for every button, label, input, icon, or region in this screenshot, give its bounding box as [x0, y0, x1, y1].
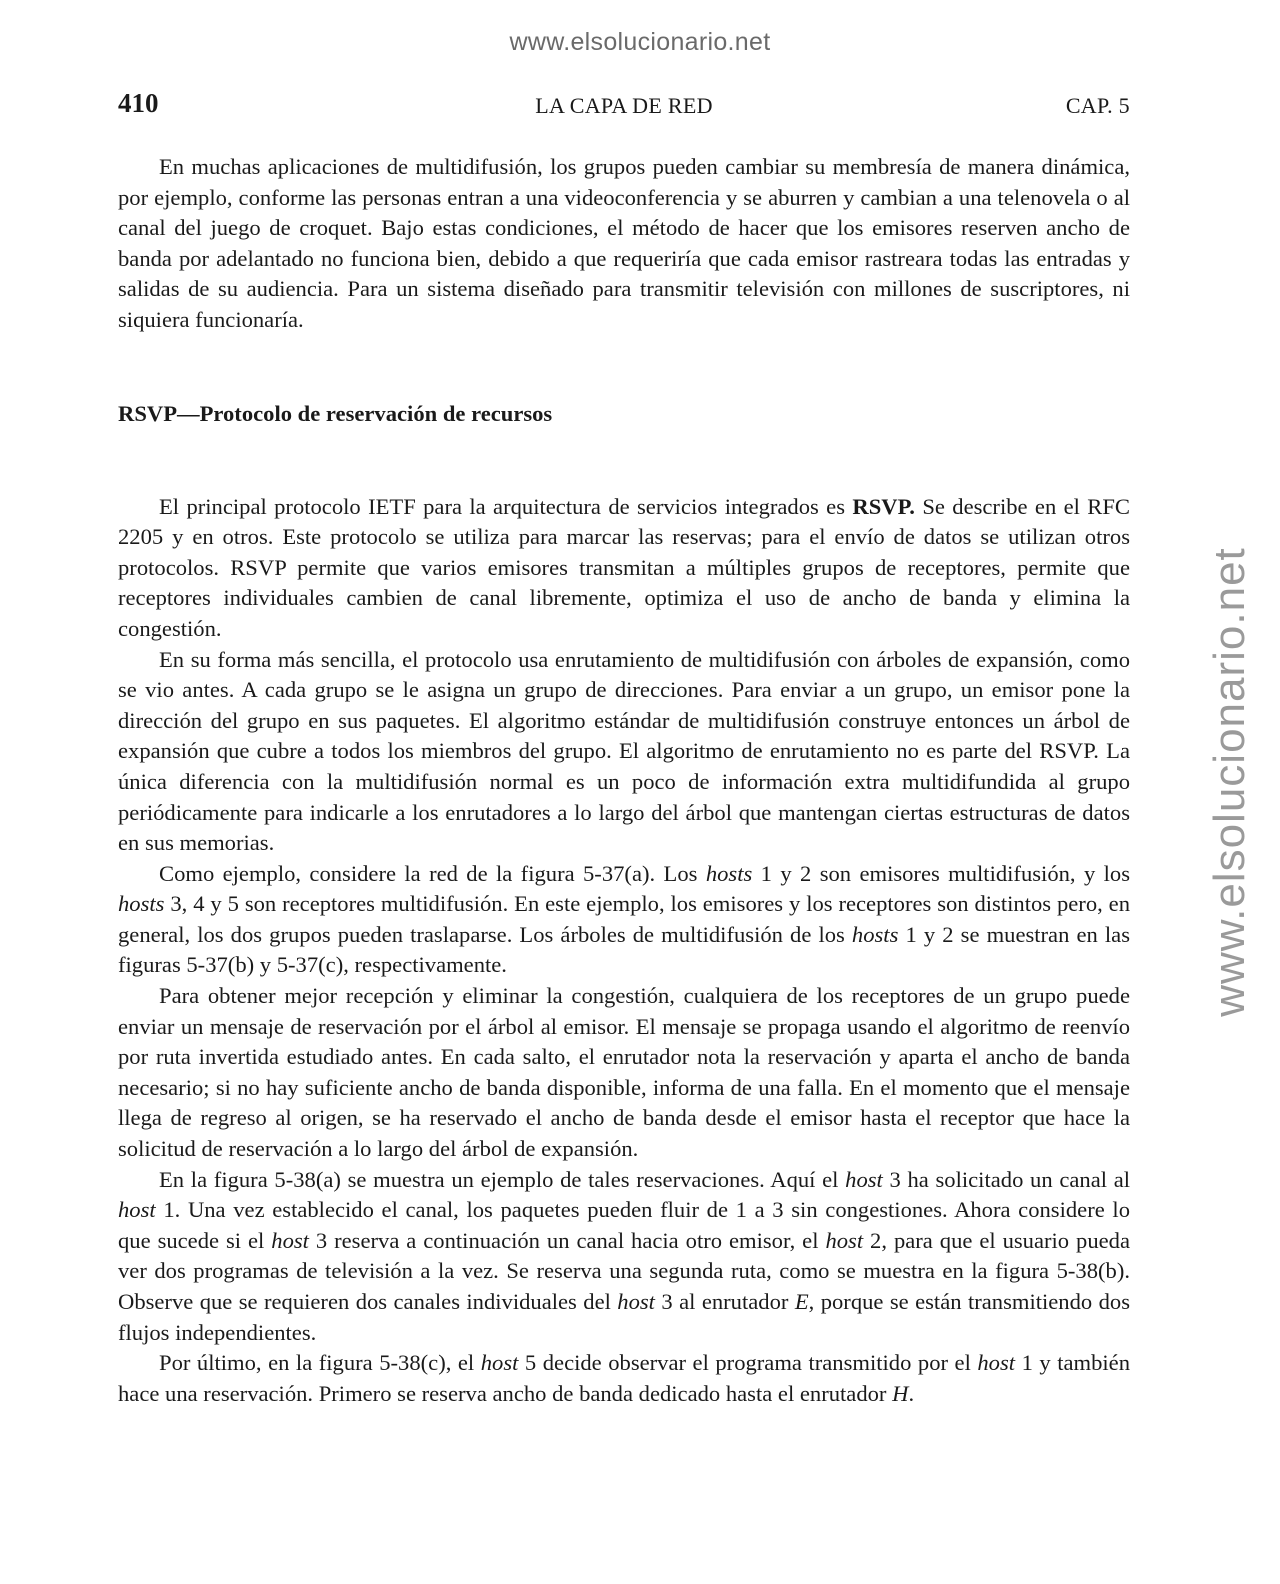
- italic-term: host: [118, 1197, 156, 1223]
- running-title: LA CAPA DE RED: [535, 93, 713, 118]
- paragraph: [118, 1348, 1130, 1409]
- text-run: 1 y 2 son emisores multidifusión, y los: [752, 860, 1130, 886]
- paragraph: [118, 645, 1130, 859]
- text-run: 1 y también hace una reservación. Primero se reserva ancho de banda dedicado hasta el enrutador: [118, 1350, 1130, 1406]
- text-run: 3 ha solicitado un canal al: [882, 1166, 1130, 1192]
- italic-term: hosts: [705, 860, 753, 886]
- bold-term: RSVP.: [852, 493, 915, 519]
- italic-term: host: [480, 1350, 519, 1376]
- italic-term: host: [845, 1166, 883, 1192]
- text-run: En su forma más sencilla, el protocolo usa enrutamiento de multidifusión con árboles de expansión, como se vio antes. A cada grupo se le asigna un grupo de direcciones. Para enviar a un grupo, un emisor pone la dirección del grupo en sus paquetes. El algoritmo estándar de multidifusión construye entonces un árbol de expansión que cubre a todos los miembros del grupo. El algoritmo de enrutamiento no es parte del RSVP. La única diferencia con la multidifusión normal es un poco de información extra multidifundida al grupo periódicamente para indicarle a los enrutadores a lo largo del árbol que mantengan ciertas estructuras de datos en sus memorias.: [118, 646, 1130, 856]
- page-content: [118, 152, 1130, 1409]
- italic-term: host: [271, 1227, 309, 1253]
- text-run: En la figura 5-38(a) se muestra un ejemplo de tales reservaciones. Aquí el: [159, 1166, 846, 1192]
- italic-term: hosts: [118, 891, 165, 917]
- text-run: , porque se están transmitiendo dos flujos independientes.: [118, 1289, 1131, 1345]
- paragraph: [118, 859, 1130, 981]
- text-run: En muchas aplicaciones de multidifusión, los grupos pueden cambiar su membresía de manera dinámica, por ejemplo, conforme las personas entran a una videoconferencia y se aburren y cambian a una telenovela o al canal del juego de croquet. Bajo estas condiciones, el método de hacer que los emisores reserven ancho de banda por adelantado no funciona bien, debido a que requeriría que cada emisor rastreara todas las entradas y salidas de su audiencia. Para un sistema diseñado para transmitir televisión con millones de suscriptores, ni siquiera funcionaría.: [118, 154, 1130, 332]
- text-run: .: [908, 1380, 915, 1406]
- text-run: Para obtener mejor recepción y eliminar la congestión, cualquiera de los receptores de un grupo puede enviar un mensaje de reservación por el árbol al emisor. El mensaje se propaga usando el algoritmo de reenvío por ruta invertida estudiado antes. En cada salto, el enrutador nota la reservación y aparta el ancho de banda necesario; si no hay suficiente ancho de banda disponible, informa de una falla. En el momento que el mensaje llega de regreso al origen, se ha reservado el ancho de banda desde el emisor hasta el receptor que hace la solicitud de reservación a lo largo del árbol de expansión.: [118, 983, 1130, 1162]
- text-run: Como ejemplo, considere la red de la figura 5-37(a). Los: [159, 860, 706, 886]
- italic-term: H: [892, 1380, 909, 1406]
- page-header: [118, 88, 1130, 128]
- text-run: 5 decide observar el programa transmitido por el: [518, 1350, 978, 1376]
- italic-term: host: [617, 1289, 655, 1314]
- italic-term: hosts: [851, 921, 899, 947]
- page-number: 410: [118, 88, 159, 118]
- chapter-label: CAP. 5: [1065, 93, 1130, 118]
- text-run: 2, para que el usuario pueda ver dos programas de televisión a la vez. Se reserva una segunda ruta, como se muestra en la figura 5-38(b). Observe que se requieren dos canales individuales del: [118, 1227, 1130, 1314]
- italic-term: E: [794, 1289, 809, 1314]
- text-run: 1. Una vez establecido el canal, los paquetes pueden fluir de 1 a 3 sin congestiones. Ahora considere lo que sucede si el: [118, 1197, 1130, 1253]
- text-run: 3 reserva a continuación un canal hacia otro emisor, el: [308, 1227, 826, 1253]
- text-run: 3, 4 y 5 son receptores multidifusión. En este ejemplo, los emisores y los receptores son distintos pero, en general, los dos grupos pueden traslaparse. Los árboles de multidifusión de los: [118, 891, 1130, 947]
- paragraph: [118, 981, 1130, 1165]
- paragraph: [118, 492, 1130, 645]
- text-run: 3 al enrutador: [654, 1289, 795, 1314]
- paragraph: [118, 1165, 1130, 1349]
- text-run: El principal protocolo IETF para la arquitectura de servicios integrados es: [159, 493, 853, 519]
- italic-term: host: [825, 1227, 864, 1253]
- text-run: Por último, en la figura 5-38(c), el: [159, 1350, 481, 1376]
- italic-term: host: [977, 1350, 1016, 1376]
- text-run: 1 y 2 se muestran en las figuras 5-37(b) y 5-37(c), respectivamente.: [118, 921, 1130, 978]
- watermark-side: www.elsolucionario.net: [1205, 547, 1254, 1017]
- text-run: Se describe en el RFC 2205 y en otros. Este protocolo se utiliza para marcar las reservas; para el envío de datos se utilizan otros protocolos. RSVP permite que varios emisores transmitan a múltiples grupos de receptores, permite que receptores individuales cambien de canal libremente, optimiza el uso de ancho de banda y elimina la congestión.: [118, 493, 1131, 641]
- paragraph: [118, 152, 1130, 336]
- watermark-top: www.elsolucionario.net: [509, 28, 771, 56]
- section-title: RSVP—Protocolo de reservación de recursos: [118, 400, 553, 426]
